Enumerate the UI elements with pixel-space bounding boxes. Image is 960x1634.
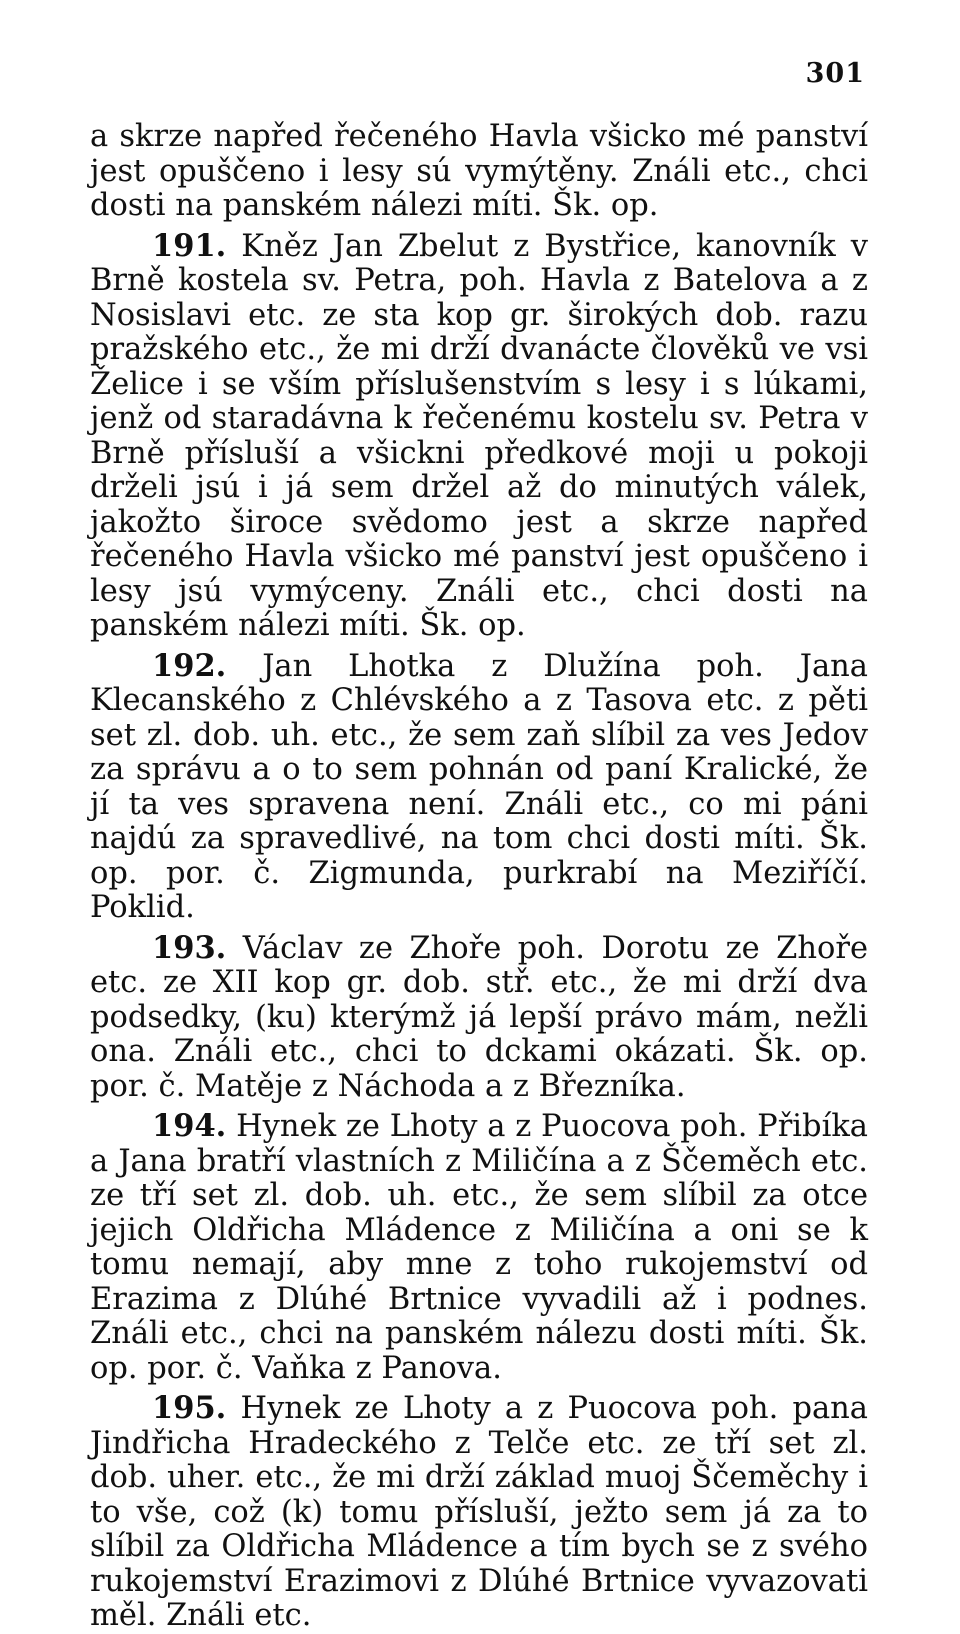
page-number: 301 [805, 58, 865, 89]
paragraph-text: Václav ze Zhoře poh. Dorotu ze Zhoře etc. ze XII kop gr. dob. stř. etc., že mi drží dva podsedky, (ku) kterýmž já lepší právo mám, nežli ona. Ználi etc., chci to dckami okázati. Šk. op. por. č. Matěje z Náchoda a z Březníka. [90, 930, 868, 1104]
paragraph-continuation [90, 120, 868, 224]
paragraph-text: Jan Lhotka z Dlužína poh. Jana Klecanského z Chlévského a z Tasova etc. z pěti set zl. dob. uh. etc., že sem zaň slíbil za ves Jedov za správu a o to sem pohnán od paní Kralické, že jí ta ves spravena není. Ználi etc., co mi páni najdú za spravedlivé, na tom chci dosti míti. Šk. op. por. č. Zigmunda, purkrabí na Meziříčí. Poklid. [90, 648, 868, 925]
body-text [90, 120, 868, 1634]
paragraph-text: Kněz Jan Zbelut z Bystřice, kanovník v Brně kostela sv. Petra, poh. Havla z Batelova a z Nosislavi etc. ze sta kop gr. širokých dob. razu pražského etc., že mi drží dvanácte člověků ve vsi Želice i se vším příslušenstvím s lesy i s lúkami, jenž od staradávna k řečenému kostelu sv. Petra v Brně přísluší a všickni předkové moji u pokoji drželi jsú i já sem držel až do minutých válek, jakožto široce svědomo jest a skrze napřed řečeného Havla všicko mé panství jest opuščeno i lesy jsú vymýceny. Ználi etc., chci dosti na panském nálezi míti. Šk. op. [90, 228, 868, 643]
entry-number: 192. [152, 647, 227, 684]
entry-195 [90, 1391, 868, 1634]
entry-number: 193. [152, 929, 227, 966]
entry-number: 195. [152, 1390, 227, 1426]
entry-191 [90, 229, 868, 644]
entry-192 [90, 649, 868, 926]
paragraph-text: Hynek ze Lhoty a z Puocova poh. Přibíka a Jana bratří vlastních z Miličína a z Ščeměch etc. ze tří set zl. dob. uh. etc., že sem slíbil za otce jejich Oldřicha Mládence z Miličína a oni se k tomu nemají, aby mne z toho rukojemství od Erazima z Dlúhé Brtnice vyvadili až i podnes. Ználi etc., chci na panském nálezu dosti míti. Šk. op. por. č. Vaňka z Panova. [90, 1109, 868, 1386]
entry-194 [90, 1109, 868, 1386]
entry-193 [90, 931, 868, 1105]
paragraph-text: Hynek ze Lhoty a z Puocova poh. pana Jindřicha Hradeckého z Telče etc. ze tří set zl. dob. uher. etc., že mi drží základ muoj Ščeměchy i to vše, což (k) tomu přísluší, ježto sem já za to slíbil za Oldřicha Mládence a tím bych se z svého rukojemství Erazimovi z Dlúhé Brtnice vyvazovati měl. Ználi etc. [90, 1391, 868, 1633]
paragraph-text: a skrze napřed řečeného Havla všicko mé panství jest opuščeno i lesy sú vymýtěny. Ználi etc., chci dosti na panském nálezi míti. Šk. op. [90, 119, 868, 223]
entry-number: 191. [152, 227, 227, 264]
entry-number: 194. [152, 1108, 227, 1144]
